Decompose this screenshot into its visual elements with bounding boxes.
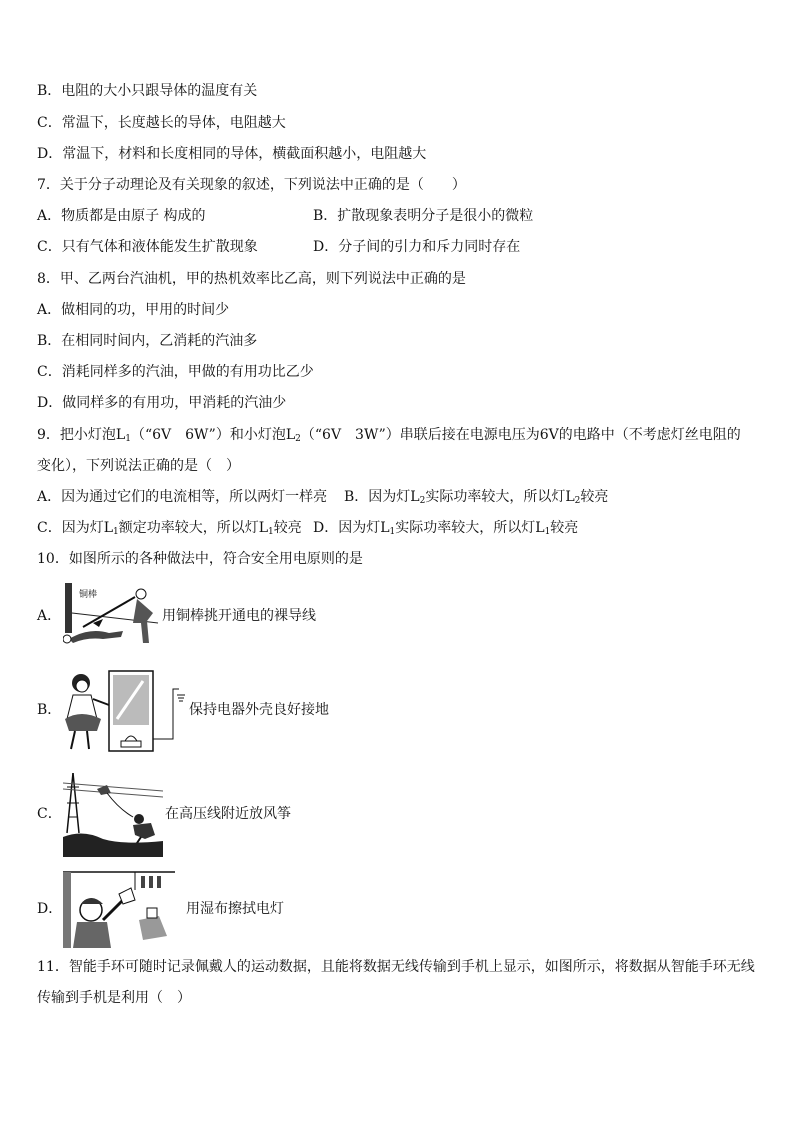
q7-option-c: C．只有气体和液体能发生扩散现象	[37, 239, 258, 255]
q11-stem: 11．智能手环可随时记录佩戴人的运动数据，且能将数据无线传输到手机上显示，如图所示，将数据从智能手环无线	[37, 959, 755, 975]
q9-option-b: B．因为灯$L_2$实际功率较大，所以灯$L_2$较亮	[344, 489, 609, 506]
q6-option-c: C．常温下，长度越长的导体，电阻越大	[37, 115, 286, 131]
q10-stem: 10．如图所示的各种做法中，符合安全用电原则的是	[37, 551, 363, 567]
grounded-appliance-illustration	[63, 669, 189, 753]
q8-stem: 8．甲、乙两台汽油机，甲的热机效率比乙高，则下列说法中正确的是	[37, 271, 466, 287]
q10-option-a-label: A．	[37, 608, 62, 624]
q8-option-a: A．做相同的功，甲用的时间少	[37, 302, 230, 318]
q11-stem-line2: 传输到手机是利用（ ）	[37, 990, 191, 1006]
q8-option-d: D．做同样多的有用功，甲消耗的汽油少	[37, 395, 287, 411]
q7-option-d: D．分子间的引力和斥力同时存在	[313, 239, 521, 255]
q7-option-b: B．扩散现象表明分子是很小的微粒	[313, 208, 534, 224]
kite-near-power-lines-illustration	[63, 773, 163, 857]
q9-option-d: D．因为灯$L_1$实际功率较大，所以灯$L_1$较亮	[313, 520, 579, 537]
q10-option-d-label: D．	[37, 901, 63, 917]
q9-stem-line2: 变化），下列说法正确的是（ ）	[37, 458, 240, 474]
copper-rod-illustration	[63, 583, 163, 647]
q9-option-a: A．因为通过它们的电流相等，所以两灯一样亮	[37, 489, 328, 505]
q10-option-c-caption: 在高压线附近放风筝	[165, 806, 291, 822]
q8-option-b: B．在相同时间内，乙消耗的汽油多	[37, 333, 258, 349]
q10-option-d-caption: 用湿布擦拭电灯	[186, 901, 284, 917]
q6-option-b: B．电阻的大小只跟导体的温度有关	[37, 83, 258, 99]
q8-option-c: C．消耗同样多的汽油，甲做的有用功比乙少	[37, 364, 314, 380]
q7-option-a: A．物质都是由原子 构成的	[37, 208, 206, 224]
q9-stem: 9．把小灯泡$L_1(“6V$ 6W”）和小灯泡$L_2(“6V$ 3W”）串联后接在电源电压为6V的电路中（不考虑灯丝电阻的	[37, 427, 741, 444]
copper-rod-label: 铜棒	[79, 590, 98, 600]
q10-option-a-caption: 用铜棒挑开通电的裸导线	[162, 608, 316, 624]
q10-option-b-label: B．	[37, 702, 62, 718]
q6-option-d: D．常温下，材料和长度相同的导体，横截面积越小，电阻越大	[37, 146, 427, 162]
wet-cloth-lamp-illustration	[63, 870, 175, 948]
q9-option-c: C．因为灯$L_1$额定功率较大，所以灯$L_1$较亮	[37, 520, 302, 537]
q10-option-b-caption: 保持电器外壳良好接地	[189, 702, 329, 718]
q7-stem: 7．关于分子动理论及有关现象的叙述，下列说法中正确的是（ ）	[37, 177, 466, 193]
q10-option-c-label: C．	[37, 806, 62, 822]
